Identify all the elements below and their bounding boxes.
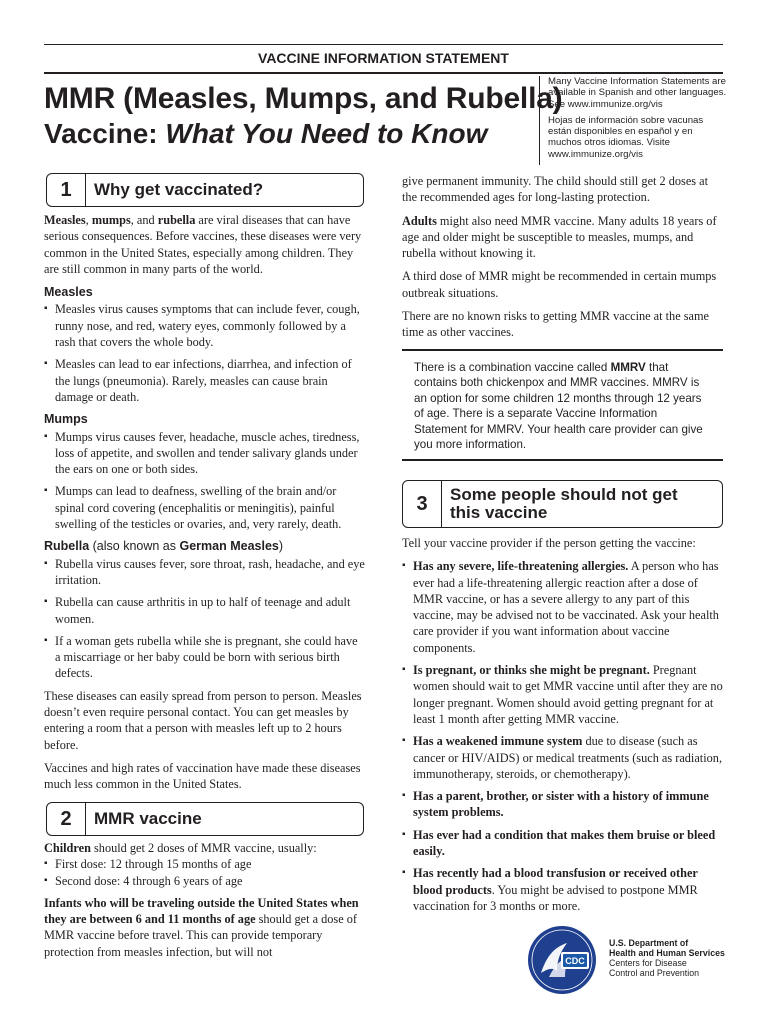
item-rest: due to disease (such as cancer or HIV/AIDS) or medical treatments (such as radiation, immunotherapy, steroids, or chemotherapy). bbox=[413, 734, 723, 781]
section-1-title: Why get vaccinated? bbox=[94, 180, 264, 199]
list-item: ▪ Mumps virus causes fever, headache, muscle aches, tiredness, loss of appetite, and swollen and tender salivary glands under the ears on one or both sides. bbox=[44, 429, 366, 478]
item-bold: Has a parent, brother, or sister with a history of immune system problems. bbox=[413, 789, 709, 820]
section-2-title: MMR vaccine bbox=[94, 809, 202, 828]
no-risks-paragraph: There are no known risks to getting MMR vaccine at the same time as other vaccines. bbox=[402, 309, 709, 340]
list-item bbox=[402, 788, 723, 821]
mumps-heading: Mumps bbox=[44, 412, 88, 427]
tell-provider-paragraph: Tell your vaccine provider if the person getting the vaccine: bbox=[402, 536, 696, 550]
vaccines-paragraph: Vaccines and high rates of vaccination have made these diseases much less common in the United States. bbox=[44, 760, 361, 792]
list-item: ▪ Measles virus causes symptoms that can include fever, cough, runny nose, and red, watery eyes, commonly followed by a rash that covers the whole body. bbox=[44, 301, 366, 350]
infants-rest: should get a dose of MMR vaccine before travel. This can provide temporary protection from measles infection, but will not bbox=[44, 912, 357, 959]
list-item: ▪ Rubella can cause arthritis in up to half of teenage and adult women. bbox=[44, 594, 366, 627]
continuation-paragraph: give permanent immunity. The child should still get 2 doses at the recommended ages for long-lasting protection. bbox=[402, 174, 709, 205]
doses-list bbox=[44, 856, 366, 889]
rubella-heading bbox=[44, 538, 366, 554]
mmrv-callout bbox=[402, 349, 723, 461]
right-column-lower bbox=[402, 535, 723, 920]
adults-bold: Adults bbox=[402, 213, 437, 228]
mumps-list bbox=[44, 429, 366, 533]
adults-rest: might also need MMR vaccine. Many adults 18 years of age and older might be susceptible to measles, mumps, and rubella without knowing it. bbox=[402, 213, 717, 261]
top-rule bbox=[44, 44, 723, 45]
section-3-header bbox=[402, 480, 723, 528]
page-title: MMR (Measles, Mumps, and Rubella) bbox=[44, 82, 563, 115]
section-2-number: 2 bbox=[47, 803, 86, 835]
intro-mumps: mumps bbox=[91, 213, 131, 227]
section-3-number: 3 bbox=[403, 481, 442, 527]
third-dose-paragraph: A third dose of MMR might be recommended in certain mumps outbreak situations. bbox=[402, 269, 717, 300]
list-item bbox=[402, 733, 723, 782]
section-3-title: Some people should not get this vaccine bbox=[450, 485, 678, 522]
spread-paragraph: These diseases can easily spread from person to person. Measles doesn’t even require personal contact. You can get measles by entering a room that a person with measles left up to 2 hours before. bbox=[44, 688, 362, 752]
measles-list bbox=[44, 301, 366, 405]
mmrv-pre: There is a combination vaccine called bbox=[414, 361, 611, 374]
vis-label: VACCINE INFORMATION STATEMENT bbox=[258, 50, 509, 66]
rubella-aka-pre: (also known as bbox=[89, 539, 180, 554]
item-bold: Is pregnant, or thinks she might be pregnant. bbox=[413, 663, 650, 678]
item-rest: A person who has ever had a life-threatening allergic reaction after a dose of MMR vaccine, or has a severe allergy to any part of this vaccine, may be advised not to be vaccinated. Ask your health care provider if you want information about vaccine components. bbox=[413, 559, 719, 655]
rubella-list bbox=[44, 556, 366, 682]
intro-sep2: , and bbox=[130, 213, 158, 227]
infants-paragraph bbox=[44, 895, 366, 960]
intro-sep1: , bbox=[85, 213, 92, 227]
intro-rubella: rubella bbox=[157, 213, 196, 227]
children-rest: should get 2 doses of MMR vaccine, usually: bbox=[90, 841, 317, 855]
rubella-aka-bold: German Measles bbox=[179, 539, 279, 554]
cdc-logo-text: CDC bbox=[565, 956, 585, 966]
section-2-header bbox=[46, 802, 364, 836]
rubella-aka-post: ) bbox=[278, 539, 284, 554]
section-1-header bbox=[46, 173, 364, 207]
list-item: ▪ Mumps can lead to deafness, swelling of the brain and/or spinal cord covering (encephalitis or meningitis), painful swelling of the testicles or ovaries, and, very rarely, death. bbox=[44, 483, 366, 532]
right-column-top bbox=[402, 173, 723, 348]
mmrv-post: that contains both chickenpox and MMR vaccines. MMRV is an option for some children 12 months through 12 years of age. There is a separate Vaccine Information Statement for MMRV. Your health care provider can give you more information. bbox=[414, 361, 703, 452]
item-bold: Has a weakened immune system bbox=[413, 734, 583, 749]
cdc-line2: Control and Prevention bbox=[609, 968, 699, 978]
hhs-cdc-logo-icon bbox=[527, 925, 597, 995]
subtitle-prefix: Vaccine: bbox=[44, 118, 166, 149]
cdc-line1: Centers for Disease bbox=[609, 958, 687, 968]
precautions-list bbox=[402, 558, 723, 914]
children-bold: Children bbox=[44, 841, 91, 855]
subtitle-italic: What You Need to Know bbox=[165, 118, 488, 149]
intro-measles: Measles bbox=[44, 213, 86, 227]
list-item: ▪ Measles can lead to ear infections, diarrhea, and infection of the lungs (pneumonia). Rarely, measles can cause brain damage or death. bbox=[44, 356, 366, 405]
left-column-lower bbox=[44, 840, 366, 967]
rubella-head: Rubella bbox=[44, 539, 90, 554]
item-bold: Has any severe, life-threatening allergies. bbox=[413, 559, 629, 574]
section-1-number: 1 bbox=[47, 174, 86, 206]
language-note-en: Many Vaccine Information Statements are available in Spanish and other languages. See www.immunize.org/vis bbox=[548, 76, 727, 110]
page-subtitle bbox=[44, 118, 487, 150]
list-item: ▪ Rubella virus causes fever, sore throat, rash, headache, and eye irritation. bbox=[44, 556, 366, 589]
item-rest: Pregnant women should wait to get MMR vaccine until after they are no longer pregnant. Women should avoid getting pregnant for at least 1 month after getting MMR vaccine. bbox=[413, 663, 723, 726]
list-item bbox=[402, 827, 723, 860]
language-note bbox=[539, 76, 728, 165]
item-bold: Has recently had a blood transfusion or received other blood products bbox=[413, 866, 698, 897]
intro-rest: are viral diseases that can have serious consequences. Before vaccines, these diseases were very common in the United States, especially among children. They are still common in many parts of the world. bbox=[44, 213, 362, 276]
left-column bbox=[44, 212, 366, 800]
list-item: ▪ Second dose: 4 through 6 years of age bbox=[44, 873, 366, 889]
hhs-line1: U.S. Department of bbox=[609, 938, 689, 948]
mmrv-bold: MMRV bbox=[610, 361, 646, 374]
list-item bbox=[402, 865, 723, 914]
measles-heading: Measles bbox=[44, 285, 93, 300]
list-item bbox=[402, 558, 723, 656]
hhs-line2: Health and Human Services bbox=[609, 948, 725, 958]
list-item: ▪ First dose: 12 through 15 months of age bbox=[44, 856, 366, 872]
intro-paragraph bbox=[44, 212, 366, 277]
item-rest: . You might be advised to postpone MMR vaccination for 3 months or more. bbox=[413, 882, 698, 913]
item-bold: Has ever had a condition that makes them bruise or bleed easily. bbox=[413, 827, 716, 859]
infants-bold: Infants who will be traveling outside the United States when they are between 6 and 11 months of age bbox=[44, 895, 359, 927]
header-rule bbox=[44, 72, 723, 74]
list-item bbox=[402, 662, 723, 727]
adults-paragraph bbox=[402, 213, 723, 262]
agency-text bbox=[609, 938, 725, 978]
list-item: ▪ If a woman gets rubella while she is pregnant, she could have a miscarriage or her baby could be born with serious birth defects. bbox=[44, 633, 366, 682]
language-note-es: Hojas de información sobre vacunas están disponibles en español y en muchos otros idiomas. Visite www.immunize.org/vis bbox=[548, 114, 704, 160]
children-paragraph bbox=[44, 840, 366, 856]
